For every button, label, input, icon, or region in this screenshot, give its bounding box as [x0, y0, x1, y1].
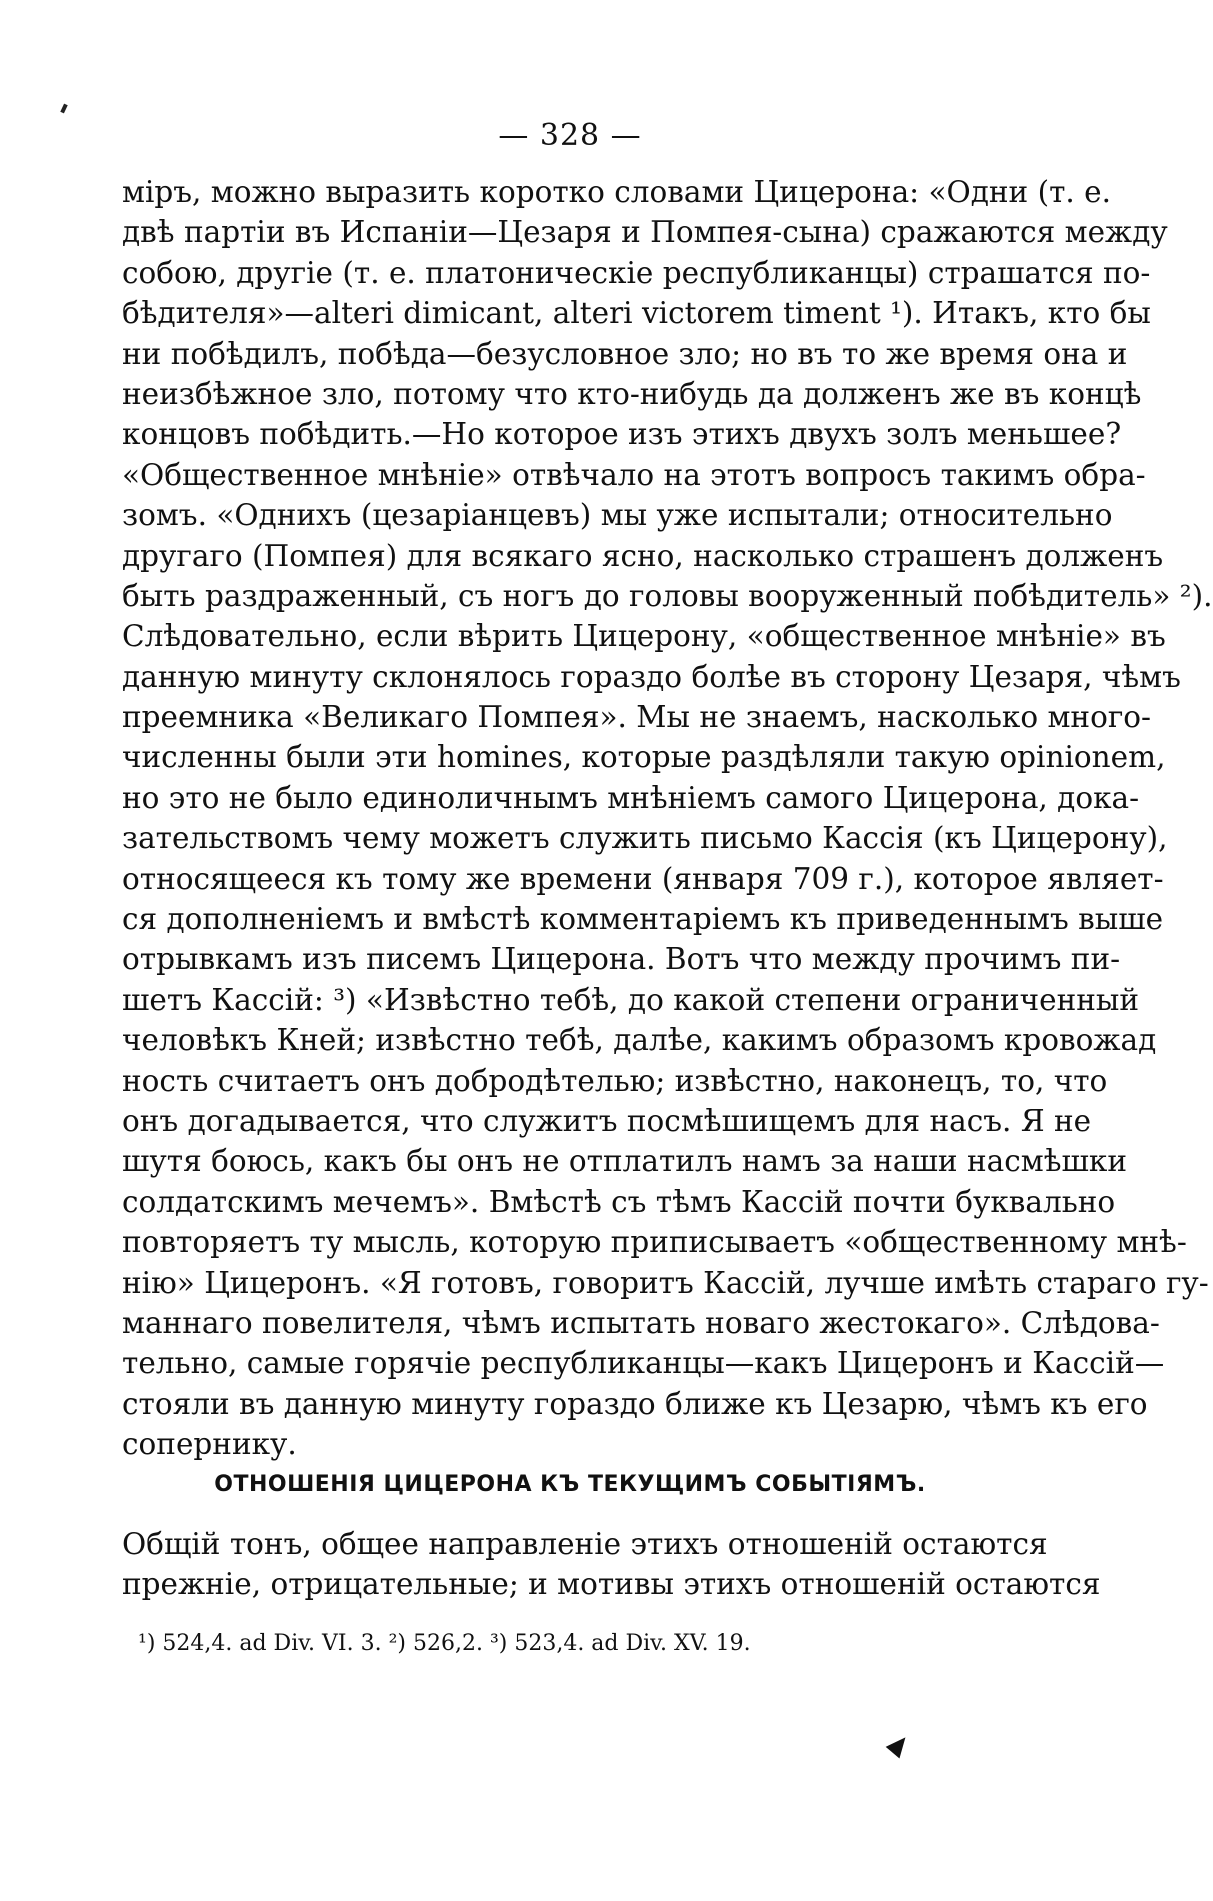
text-line: солдатскимъ мечемъ». Вмѣстѣ съ тѣмъ Кассій почти буквально	[122, 1184, 1116, 1219]
text-line: шутя боюсь, какъ бы онъ не отплатилъ намъ за наши насмѣшки	[122, 1144, 1128, 1179]
page-number: — 328 —	[498, 118, 642, 153]
text-line: онъ догадывается, что служитъ посмѣшищемъ для насъ. Я не	[122, 1103, 1092, 1138]
text-line: Общій тонъ, общее направленіе этихъ отношеній остаются	[122, 1527, 1048, 1561]
text-line: отрывкамъ изъ писемъ Цицерона. Вотъ что между прочимъ пи-	[122, 942, 1121, 977]
text-line: быть раздраженный, съ ногъ до головы вооруженный побѣдитель» ²).	[122, 578, 1213, 613]
text-line: человѣкъ Кней; извѣстно тебѣ, далѣе, какимъ образомъ кровожад	[122, 1023, 1157, 1058]
text-line: прежніе, отрицательные; и мотивы этихъ отношеній остаются	[122, 1567, 1101, 1602]
section-heading: ОТНОШЕНІЯ ЦИЦЕРОНА КЪ ТЕКУЩИМЪ СОБЫТІЯМЪ.	[214, 1472, 926, 1497]
text-line: ни побѣдилъ, побѣда—безусловное зло; но въ то же время она и	[122, 336, 1128, 371]
text-line: нію» Цицеронъ. «Я готовъ, говоритъ Кассій, лучше имѣть стараго гу-	[122, 1265, 1209, 1300]
text-line: ся дополненіемъ и вмѣстѣ комментаріемъ къ приведеннымъ выше	[122, 902, 1164, 937]
text-line: зательствомъ чему можетъ служить письмо Кассія (къ Цицерону),	[122, 821, 1168, 856]
text-line: численны были эти homines, которые раздѣляли такую opinionem,	[122, 740, 1166, 775]
text-line: преемника «Великаго Помпея». Мы не знаемъ, насколько много-	[122, 700, 1152, 735]
text-line: концовъ побѣдить.—Но которое изъ этихъ двухъ золъ меньшее?	[122, 417, 1122, 452]
text-line: но это не было единоличнымъ мнѣніемъ самого Цицерона, дока-	[122, 780, 1140, 815]
footnotes: ¹) 524,4. ad Div. VI. 3. ²) 526,2. ³) 523,4. ad Div. XV. 19.	[138, 1631, 751, 1656]
text-line: двѣ партіи въ Испаніи—Цезаря и Помпея-сына) сражаются между	[122, 215, 1168, 250]
text-line: сопернику.	[122, 1427, 297, 1462]
text-line: данную минуту склонялось гораздо болѣе въ сторону Цезаря, чѣмъ	[122, 659, 1181, 694]
text-line: другаго (Помпея) для всякаго ясно, насколько страшенъ долженъ	[122, 538, 1164, 573]
text-line: неизбѣжное зло, потому что кто-нибудь да долженъ же въ концѣ	[122, 376, 1142, 411]
continuation-paragraph	[122, 1524, 1101, 1605]
text-line: шетъ Кассій: ³) «Извѣстно тебѣ, до какой степени ограниченный	[122, 982, 1140, 1017]
arrow-mark-icon	[886, 1732, 913, 1759]
text-line: стояли въ данную минуту гораздо ближе къ Цезарю, чѣмъ къ его	[122, 1386, 1148, 1421]
text-line: бѣдителя»—alteri dimicant, alteri victorem timent ¹). Итакъ, кто бы	[122, 296, 1151, 331]
text-line: маннаго повелителя, чѣмъ испытать новаго жестокаго». Слѣдова-	[122, 1305, 1160, 1340]
text-line: міръ, можно выразить коротко словами Цицерона: «Одни (т. е.	[122, 175, 1111, 209]
text-line: собою, другіе (т. е. платоническіе республиканцы) страшатся по-	[122, 255, 1151, 290]
stray-ink-mark	[60, 104, 67, 114]
text-line: относящееся къ тому же времени (января 709 г.), которое являет-	[122, 861, 1164, 896]
text-line: повторяетъ ту мысль, которую приписываетъ «общественному мнѣ-	[122, 1225, 1187, 1260]
text-line: Слѣдовательно, если вѣрить Цицерону, «общественное мнѣніе» въ	[122, 619, 1166, 654]
text-line: зомъ. «Однихъ (цезаріанцевъ) мы уже испытали; относительно	[122, 498, 1113, 533]
text-line: «Общественное мнѣніе» отвѣчало на этотъ вопросъ такимъ обра-	[122, 457, 1146, 492]
text-line: тельно, самые горячіе республиканцы—какъ Цицеронъ и Кассій—	[122, 1346, 1165, 1381]
text-line: ность считаетъ онъ добродѣтелью; извѣстно, наконецъ, то, что	[122, 1063, 1108, 1098]
main-paragraph	[122, 172, 1213, 1465]
